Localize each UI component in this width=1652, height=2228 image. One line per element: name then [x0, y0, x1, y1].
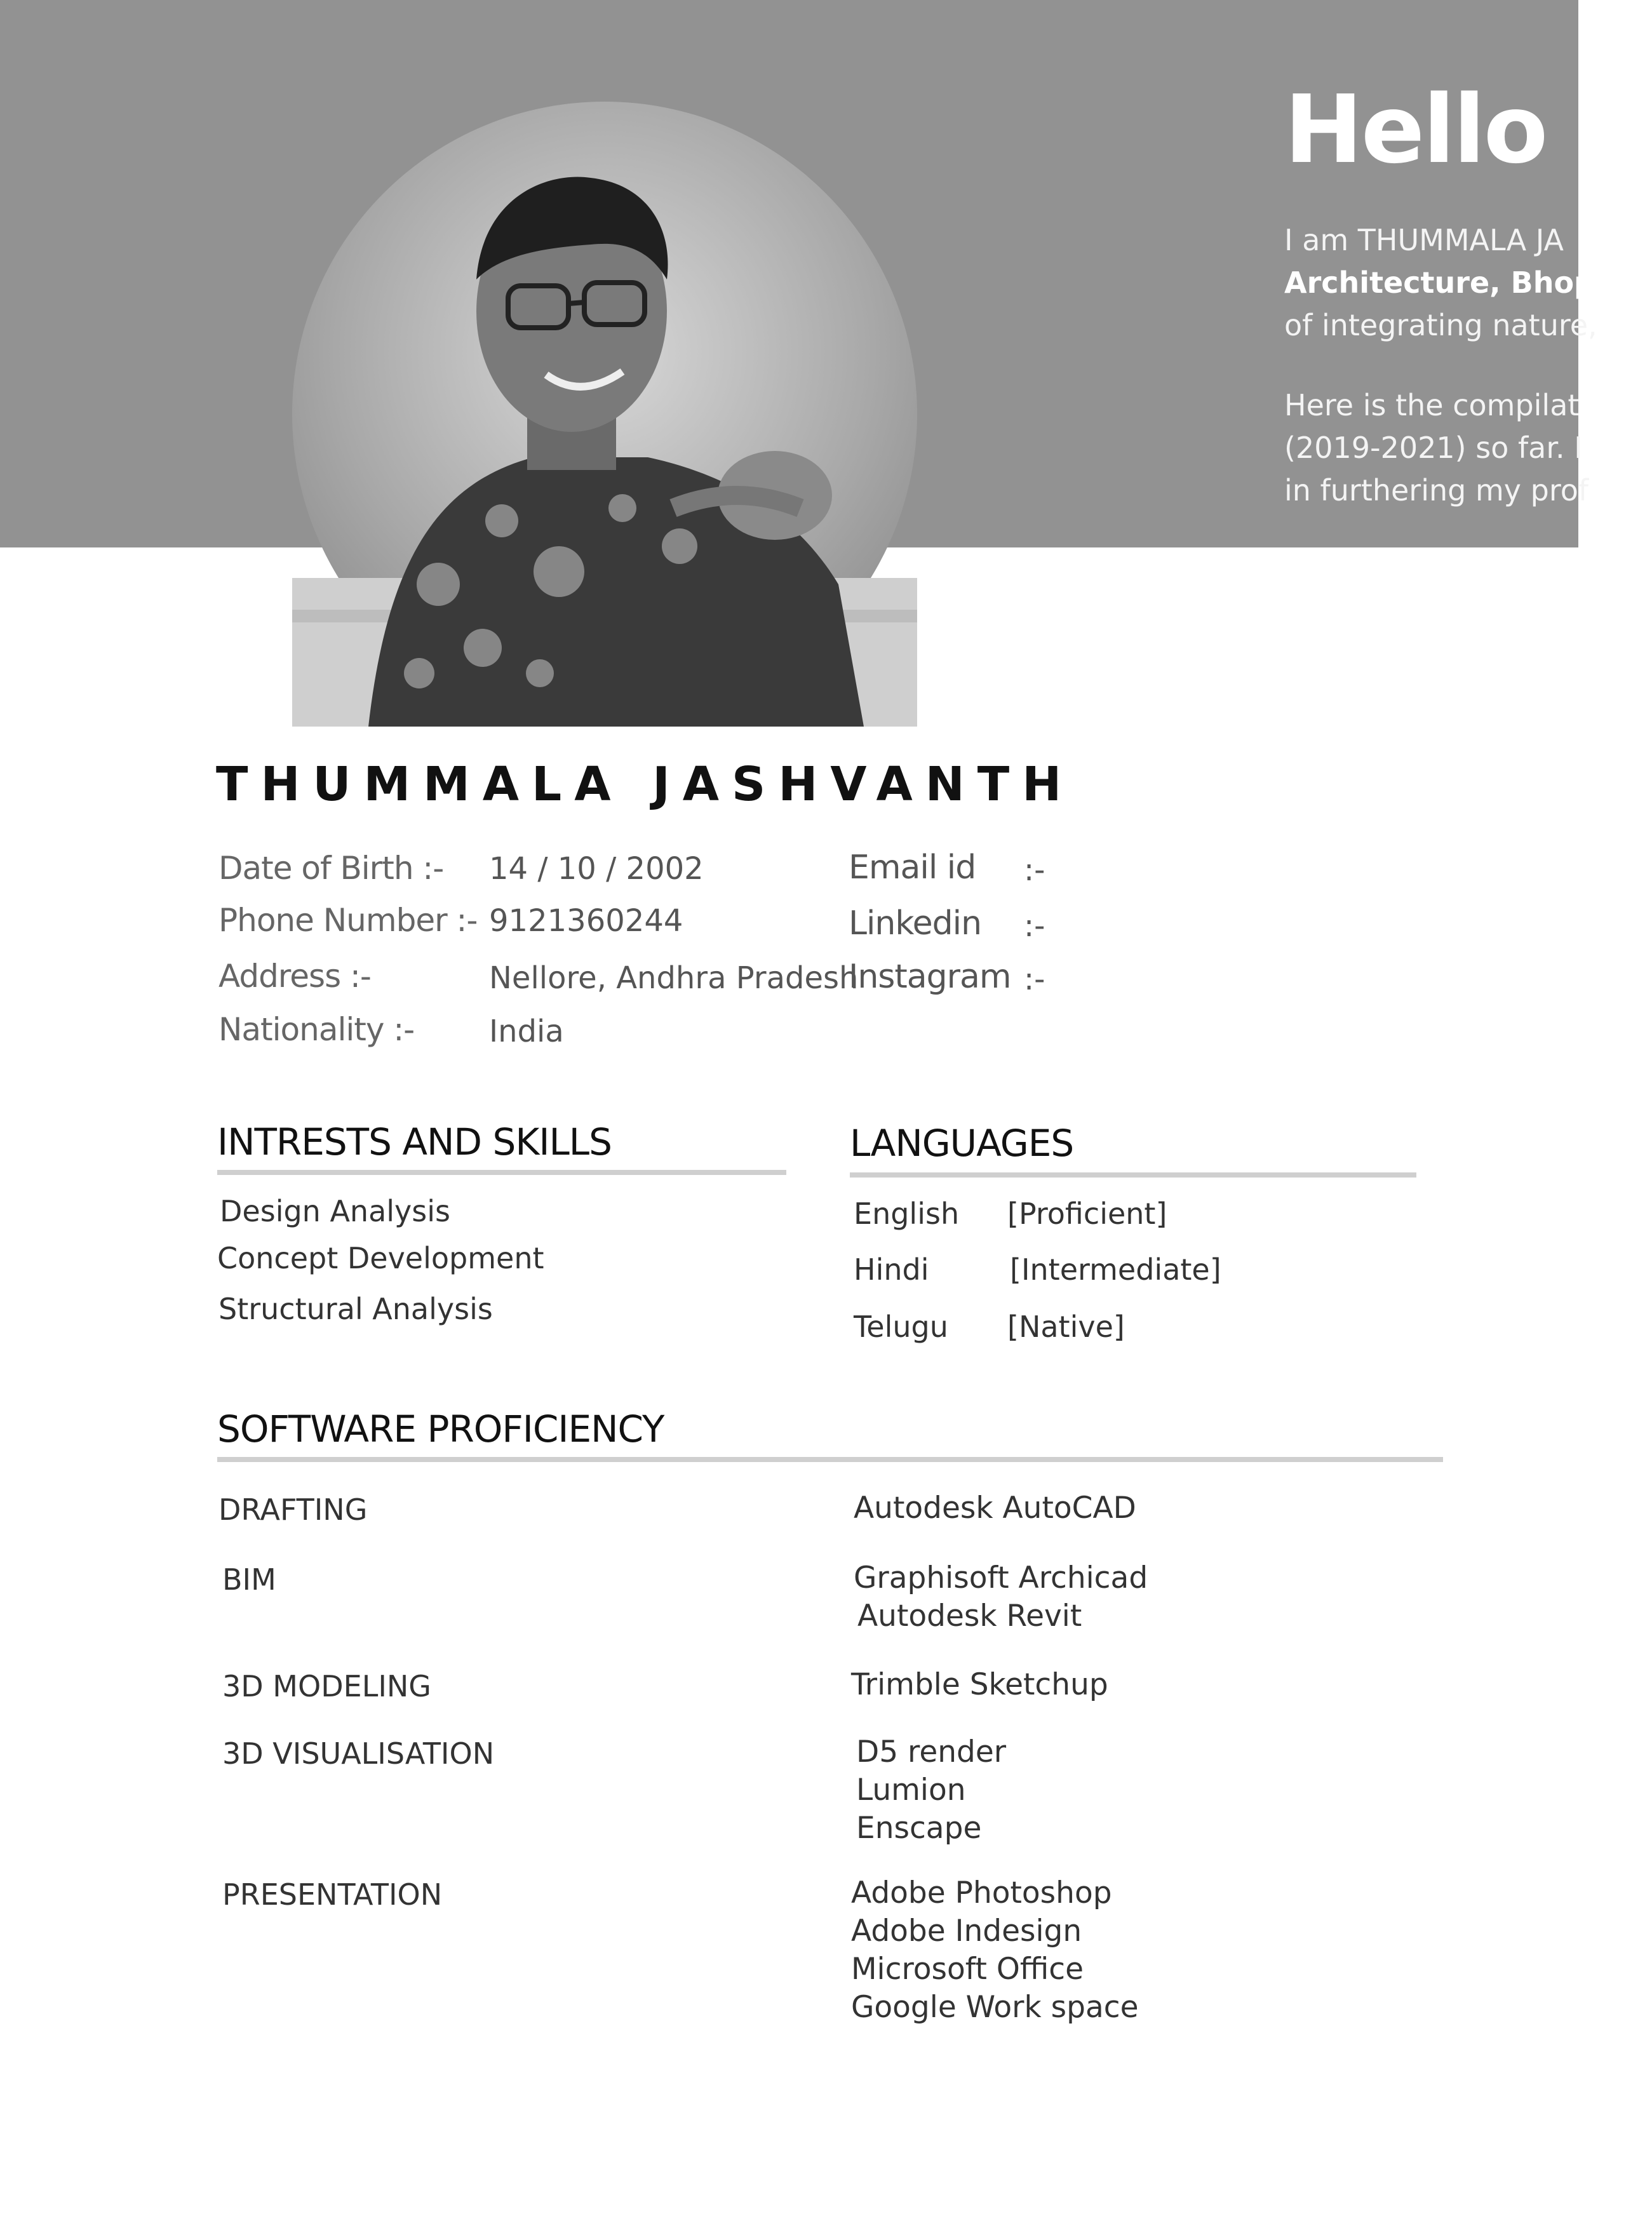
instagram-label: Instagram: [849, 958, 1011, 996]
address-value: Nellore, Andhra Pradesh: [489, 960, 859, 996]
email-separator: :-: [1024, 852, 1045, 888]
language-level: [Proficient]: [1007, 1197, 1167, 1231]
software-tool: Enscape: [856, 1811, 982, 1846]
software-tool: Microsoft Office: [851, 1952, 1084, 1987]
software-tool: Autodesk AutoCAD: [854, 1491, 1136, 1526]
nationality-value: India: [489, 1014, 564, 1049]
software-category: BIM: [222, 1562, 276, 1597]
software-tool: Adobe Indesign: [851, 1914, 1082, 1949]
intro-line-bold: Architecture, Bhopa: [1284, 265, 1615, 300]
dob-label: Date of Birth :-: [218, 850, 444, 887]
software-tool-list: [856, 1733, 1006, 1848]
software-tool-list: [854, 1489, 1136, 1527]
software-tool: Lumion: [856, 1773, 966, 1808]
languages-title: LANGUAGES: [850, 1122, 1074, 1165]
intro-line: (2019-2021) so far. I: [1284, 431, 1583, 465]
linkedin-separator: :-: [1024, 908, 1045, 944]
language-name: Telugu: [854, 1310, 948, 1344]
software-title: SOFTWARE PROFICIENCY: [217, 1407, 664, 1451]
instagram-separator: :-: [1024, 962, 1045, 997]
skills-divider: [217, 1170, 786, 1175]
person-illustration-icon: [292, 102, 917, 727]
phone-label: Phone Number :-: [218, 902, 478, 939]
skills-title: INTRESTS AND SKILLS: [217, 1120, 612, 1164]
intro-line: I am THUMMALA JA: [1284, 223, 1564, 257]
intro-line: Here is the compilat: [1284, 388, 1580, 422]
software-category: PRESENTATION: [222, 1877, 443, 1912]
software-tool: Graphisoft Archicad: [854, 1560, 1148, 1595]
software-tool: Google Work space: [851, 1990, 1139, 2025]
intro-paragraph-1: [1284, 219, 1615, 347]
languages-divider: [850, 1172, 1416, 1178]
skill-item: Structural Analysis: [218, 1292, 493, 1326]
software-tool-list: [851, 1666, 1108, 1704]
language-name: Hindi: [854, 1252, 929, 1287]
software-tool: Autodesk Revit: [857, 1599, 1082, 1634]
software-tool-list: [851, 1874, 1139, 2027]
language-name: English: [854, 1197, 960, 1231]
software-category: 3D MODELING: [222, 1669, 431, 1703]
phone-value: 9121360244: [489, 903, 683, 939]
software-tool: Adobe Photoshop: [851, 1876, 1112, 1910]
full-name: THUMMALA JASHVANTH: [216, 757, 1075, 812]
intro-line: in furthering my prof: [1284, 473, 1589, 507]
skill-item: Concept Development: [217, 1241, 544, 1275]
software-tool: Trimble Sketchup: [851, 1667, 1108, 1702]
intro-line: of integrating nature,: [1284, 308, 1597, 342]
language-level: [Intermediate]: [1010, 1252, 1221, 1287]
nationality-label: Nationality :-: [218, 1011, 415, 1048]
language-level: [Native]: [1007, 1310, 1125, 1344]
intro-paragraph-2: [1284, 384, 1589, 512]
email-label: Email id: [849, 849, 976, 887]
software-category: DRAFTING: [218, 1493, 368, 1527]
skill-item: Design Analysis: [220, 1194, 450, 1228]
address-label: Address :-: [218, 958, 371, 995]
profile-photo: [292, 102, 917, 727]
software-tool-list: [854, 1559, 1148, 1635]
software-divider: [217, 1457, 1443, 1462]
greeting-title: Hello !.: [1284, 75, 1652, 184]
linkedin-label: Linkedin: [849, 904, 982, 943]
software-category: 3D VISUALISATION: [222, 1736, 495, 1771]
dob-value: 14 / 10 / 2002: [489, 851, 704, 887]
software-tool: D5 render: [856, 1735, 1007, 1769]
